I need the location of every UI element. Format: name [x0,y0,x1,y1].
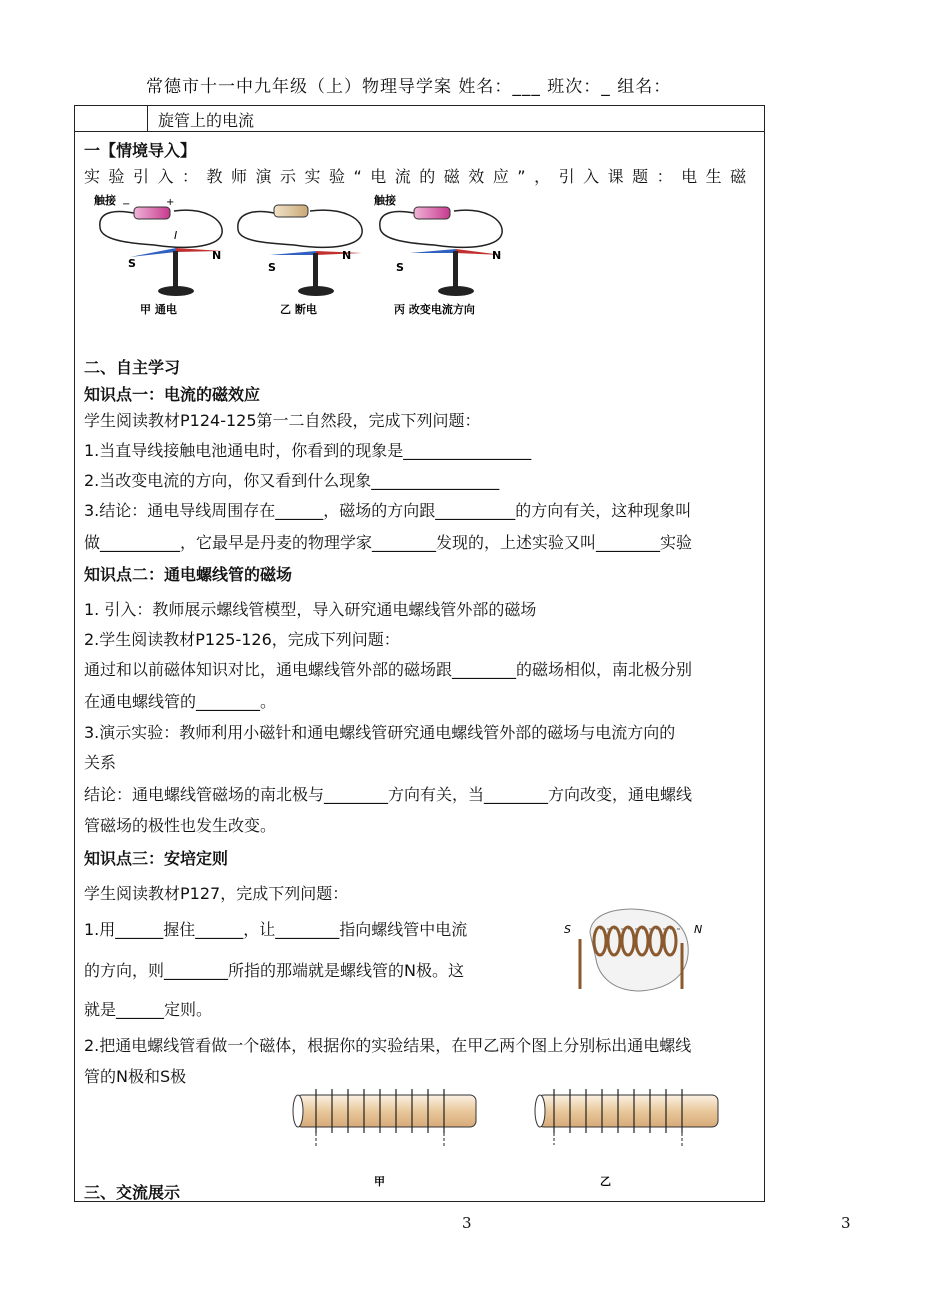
right-hand-rule-figure [560,903,710,995]
kp1-title: 知识点一：电流的磁效应 [84,385,261,404]
svg-text:+: + [166,197,175,208]
page-number-center: 3 [462,1214,472,1232]
title-row [74,105,765,132]
lesson-title: 旋管上的电流 [158,111,255,130]
blank-cell [74,105,148,131]
solenoids-figure [290,1085,730,1190]
kp2-l8: 管磁场的极性也发生改变。 [84,816,277,835]
kp3-intro: 学生阅读教材P127，完成下列问题： [84,884,349,903]
kp2-l4: 在通电螺线管的________。 [84,692,277,711]
page-number-right: 3 [841,1214,851,1232]
solenoid-yi [535,1089,718,1188]
caption-jia: 甲 通电 [140,303,177,316]
oersted-experiment-figure [94,193,514,321]
page-header: 常德市十一中九年级（上）物理导学案 姓名：___ 班次：_ 组名： [146,77,672,97]
touch-label-1: 触接 [94,194,116,207]
kp3-title: 知识点三：安培定则 [84,849,229,868]
kp2-l3: 通过和以前磁体知识对比，通电螺线管外部的磁场跟________的磁场相似，南北极分别 [84,660,693,679]
panel-off [238,205,362,316]
kp3-q2a: 2.把通电螺线管看做一个磁体，根据你的实验结果，在甲乙两个图上分别标出通电螺线 [84,1036,692,1055]
caption-solenoid-yi: 乙 [600,1175,611,1188]
kp1-q1: 1.当直导线接触电池通电时，你看到的现象是________________ [84,441,532,460]
kp1-q3a: 3.结论：通电导线周围存在______，磁场的方向跟__________的方向有关，这种现象叫 [84,501,692,520]
kp1-q3b: 做__________，它最早是丹麦的物理学家________发现的，上述实验又叫________实验 [84,533,693,552]
kp2-l6: 关系 [84,753,117,772]
kp2-l7: 结论：通电螺线管磁场的南北极与________方向有关，当________方向改变，通电螺线 [84,785,693,804]
kp2-l1: 1. 引入：教师展示螺线管模型，导入研究通电螺线管外部的磁场 [84,600,537,619]
svg-text:N: N [492,249,502,262]
kp3-q1b: 的方向，则________所指的那端就是螺线管的N极。这 [84,961,464,980]
svg-text:S: S [396,261,404,274]
kp3-q1a: 1.用______握住______，让________指向螺线管中电流 [84,920,468,939]
kp3-q1c: 就是______定则。 [84,1000,213,1019]
current-label: I [174,229,178,242]
kp3-q2b: 管的N极和S极 [84,1067,187,1086]
svg-text:S: S [564,923,571,936]
svg-text:S: S [268,261,276,274]
kp2-l5: 3.演示实验：教师利用小磁针和通电螺线管研究通电螺线管外部的磁场与电流方向的 [84,723,676,742]
kp1-q2: 2.当改变电流的方向，你又看到什么现象________________ [84,471,500,490]
svg-text:−: − [122,199,131,210]
caption-solenoid-jia: 甲 [374,1175,385,1188]
kp2-title: 知识点二：通电螺线管的磁场 [84,565,293,584]
svg-text:N: N [342,249,352,262]
kp2-l2: 2.学生阅读教材P125-126，完成下列问题： [84,630,400,649]
section-1-title: 一【情境导入】 [84,141,197,160]
caption-yi: 乙 断电 [280,303,317,316]
svg-text:N: N [694,923,703,936]
section-3-title: 三、交流展示 [84,1183,181,1202]
caption-bing: 丙 改变电流方向 [394,303,475,316]
section-1-line: 实验引入：教师演示实验“电流的磁效应”，引入课题：电生磁 [84,167,755,186]
svg-text:S: S [128,257,136,270]
panel-energized [94,193,222,316]
svg-text:触接: 触接 [374,194,396,207]
section-2-title: 二、自主学习 [84,358,181,377]
panel-reversed [374,193,502,316]
solenoid-jia [293,1089,476,1188]
svg-text:N: N [212,249,222,262]
kp1-intro: 学生阅读教材P124-125第一二自然段，完成下列问题： [84,411,481,430]
